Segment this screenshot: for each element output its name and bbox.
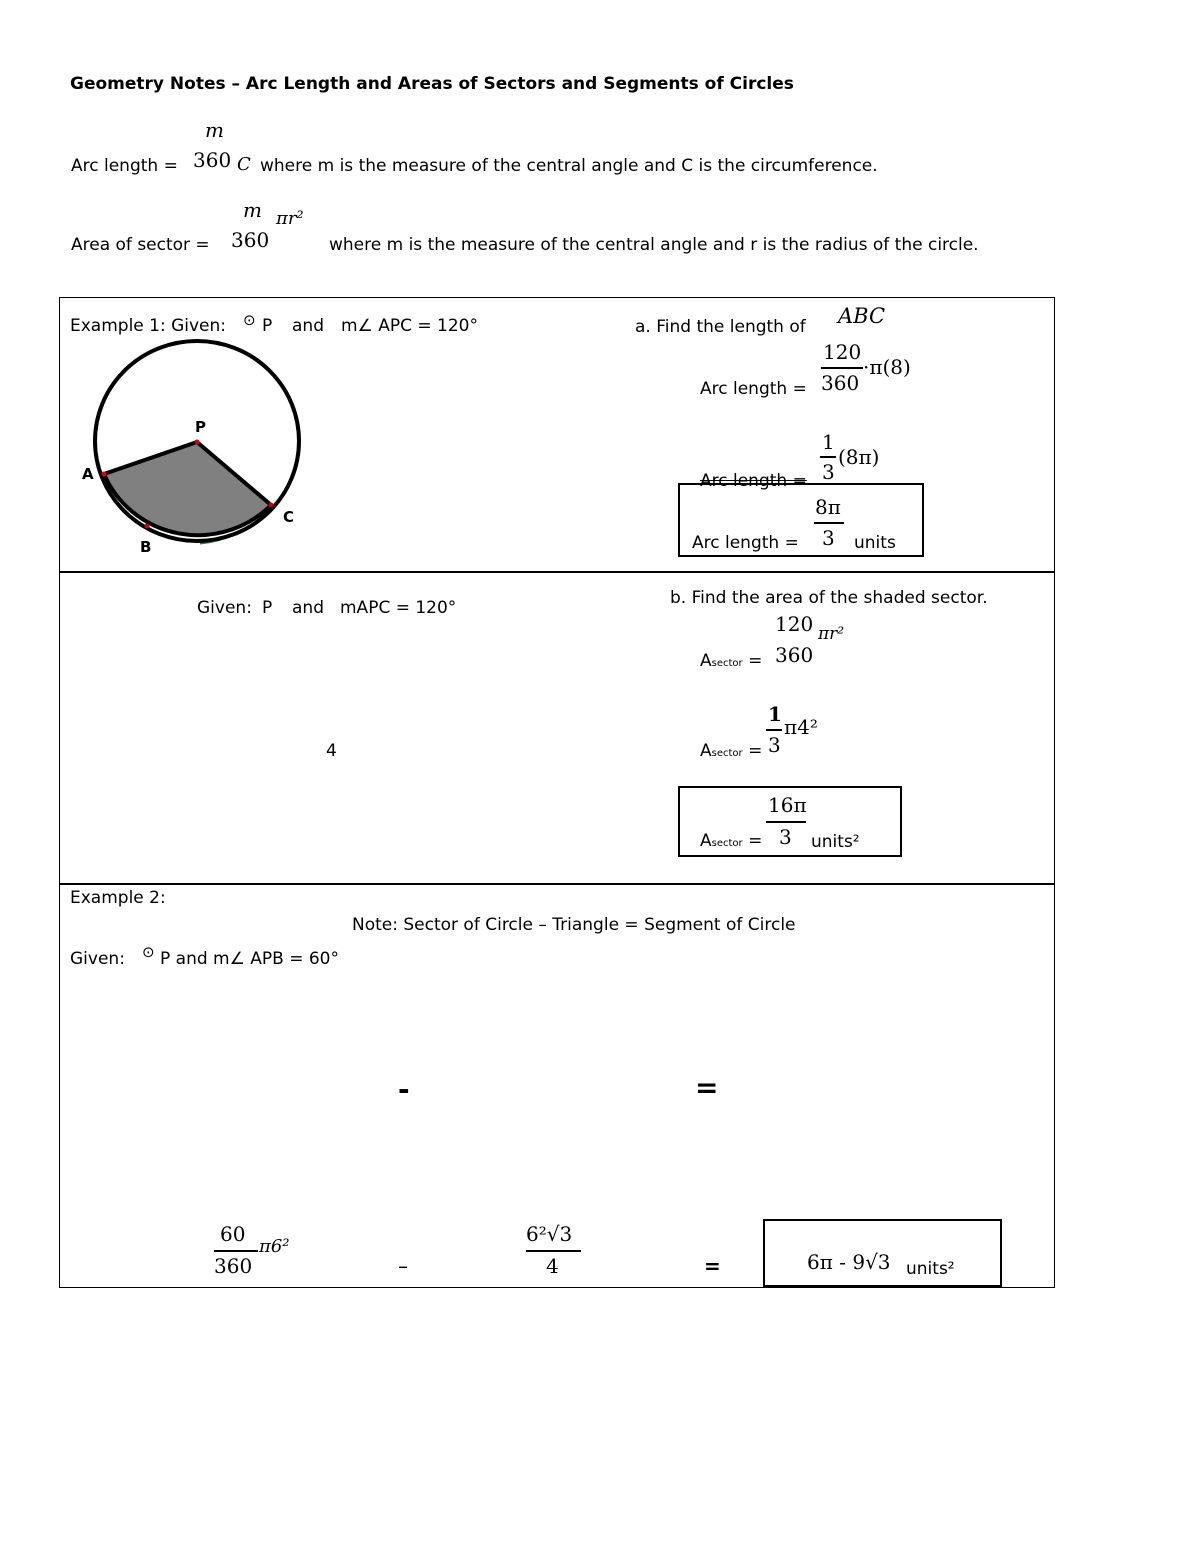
example1b-angle: mAPC = 120° [340, 598, 457, 618]
example1-circle-diagram [80, 335, 320, 560]
sector-step1-tail: πr² [818, 624, 845, 644]
sector-step2-fraction-bar [766, 729, 782, 731]
example1b-given-label: Given: [197, 598, 252, 618]
a-subscript: sector [711, 658, 743, 669]
point-p-label: P [195, 418, 206, 436]
a-subscript: sector [711, 748, 743, 759]
arc-formula-numerator: m [205, 118, 224, 142]
row-divider-1 [60, 571, 1054, 573]
arc-step1-denominator: 360 [821, 371, 860, 395]
circle-symbol-icon: ⊙ [243, 311, 256, 329]
arc-answer-numerator: 8π [815, 495, 841, 519]
sector-answer-a [700, 831, 762, 851]
arc-step2-numerator: 1 [822, 430, 835, 454]
arc-step2-fraction-bar [820, 456, 836, 458]
point-c-marker [269, 503, 274, 508]
sector-formula-variable: πr² [276, 208, 304, 229]
arc-answer-units: units [854, 533, 896, 553]
arc-answer-label: Arc length = [692, 533, 799, 553]
example2-note: Note: Sector of Circle – Triangle = Segment of Circle [352, 915, 796, 935]
arc-step2-tail: (8π) [838, 445, 880, 469]
a-letter: A [700, 741, 712, 761]
example2-given-text: P and m∠ APB = 60° [160, 949, 339, 969]
arc-step2-denominator: 3 [822, 460, 835, 484]
example1-label: Example 1: Given: [70, 316, 227, 336]
page-title: Geometry Notes – Arc Length and Areas of Sectors and Segments of Circles [70, 74, 794, 94]
point-c-label: C [283, 508, 295, 526]
sector-answer-units: units² [811, 832, 860, 852]
point-b-marker [145, 524, 150, 529]
a-letter: A [700, 831, 712, 851]
sector-step2-a [700, 741, 762, 761]
row-divider-2 [60, 883, 1054, 885]
sector-answer-numerator: 16π [768, 793, 807, 817]
segment-sector-denominator: 360 [214, 1254, 253, 1278]
big-minus-sign: - [398, 1073, 410, 1106]
sector-formula-description: where m is the measure of the central angle and r is the radius of the circle. [329, 235, 979, 255]
arc-answer-denominator: 3 [822, 526, 835, 550]
segment-equals-sign: = [704, 1254, 721, 1278]
example2-label: Example 2: [70, 888, 166, 908]
segment-sector-tail: π6² [259, 1236, 290, 1257]
arc-name: ABC [838, 304, 886, 328]
shaded-sector [104, 442, 271, 535]
arc-step1-numerator: 120 [823, 340, 862, 364]
example1b-and: and [292, 598, 324, 618]
arc-step2-label: Arc length = [700, 471, 807, 491]
radius-label: 4 [326, 741, 337, 761]
example1-angle: m∠ APC = 120° [341, 316, 478, 336]
arc-formula-denominator: 360 [193, 148, 232, 172]
arc-formula-prefix: Arc length = [71, 156, 178, 176]
sector-answer-fraction-bar [766, 821, 806, 823]
example1b-given-p: P [262, 598, 273, 618]
triangle-fraction-bar [526, 1250, 581, 1252]
sector-step1-a [700, 651, 762, 671]
sector-step2-tail: π4² [784, 715, 818, 739]
segment-sector-numerator: 60 [220, 1222, 246, 1246]
big-equals-sign: = [695, 1071, 719, 1104]
segment-minus-sign: – [398, 1254, 408, 1278]
segment-sector-fraction-bar [214, 1250, 258, 1252]
segment-answer-units: units² [906, 1259, 955, 1279]
sector-step1-numerator: 120 [775, 612, 814, 636]
a-letter: A [700, 651, 712, 671]
arc-step1-fraction-bar [821, 367, 863, 369]
example1-and: and [292, 316, 324, 336]
triangle-denominator: 4 [546, 1254, 559, 1278]
point-a-label: A [82, 465, 94, 483]
a-equals: = [748, 741, 763, 761]
sector-answer-denominator: 3 [779, 825, 792, 849]
a-equals: = [748, 651, 763, 671]
sector-step2-numerator: 1 [768, 702, 782, 726]
circle-symbol-icon: ⊙ [142, 943, 155, 961]
sector-step1-denominator: 360 [775, 643, 814, 667]
point-b-label: B [140, 538, 152, 556]
triangle-numerator: 6²√3 [526, 1222, 573, 1246]
sector-step2-denominator: 3 [768, 733, 781, 757]
a-subscript: sector [711, 838, 743, 849]
example2-given-label: Given: [70, 949, 125, 969]
a-equals: = [748, 831, 763, 851]
arc-formula-variable: C [237, 154, 251, 175]
point-a-marker [102, 472, 107, 477]
sector-formula-prefix: Area of sector = [71, 235, 210, 255]
example1-given-p: P [262, 316, 273, 336]
point-p-marker [195, 440, 200, 445]
arc-answer-fraction-bar [814, 522, 844, 524]
part-a-question: a. Find the length of [635, 317, 806, 337]
arc-formula-description: where m is the measure of the central angle and C is the circumference. [260, 156, 878, 176]
part-b-question: b. Find the area of the shaded sector. [670, 588, 988, 608]
arc-step1-label: Arc length = [700, 379, 807, 399]
segment-answer-value: 6π - 9√3 [807, 1250, 891, 1274]
sector-formula-numerator: m [243, 198, 262, 222]
arc-step1-tail: ·π(8) [863, 355, 911, 379]
sector-formula-denominator: 360 [231, 228, 270, 252]
